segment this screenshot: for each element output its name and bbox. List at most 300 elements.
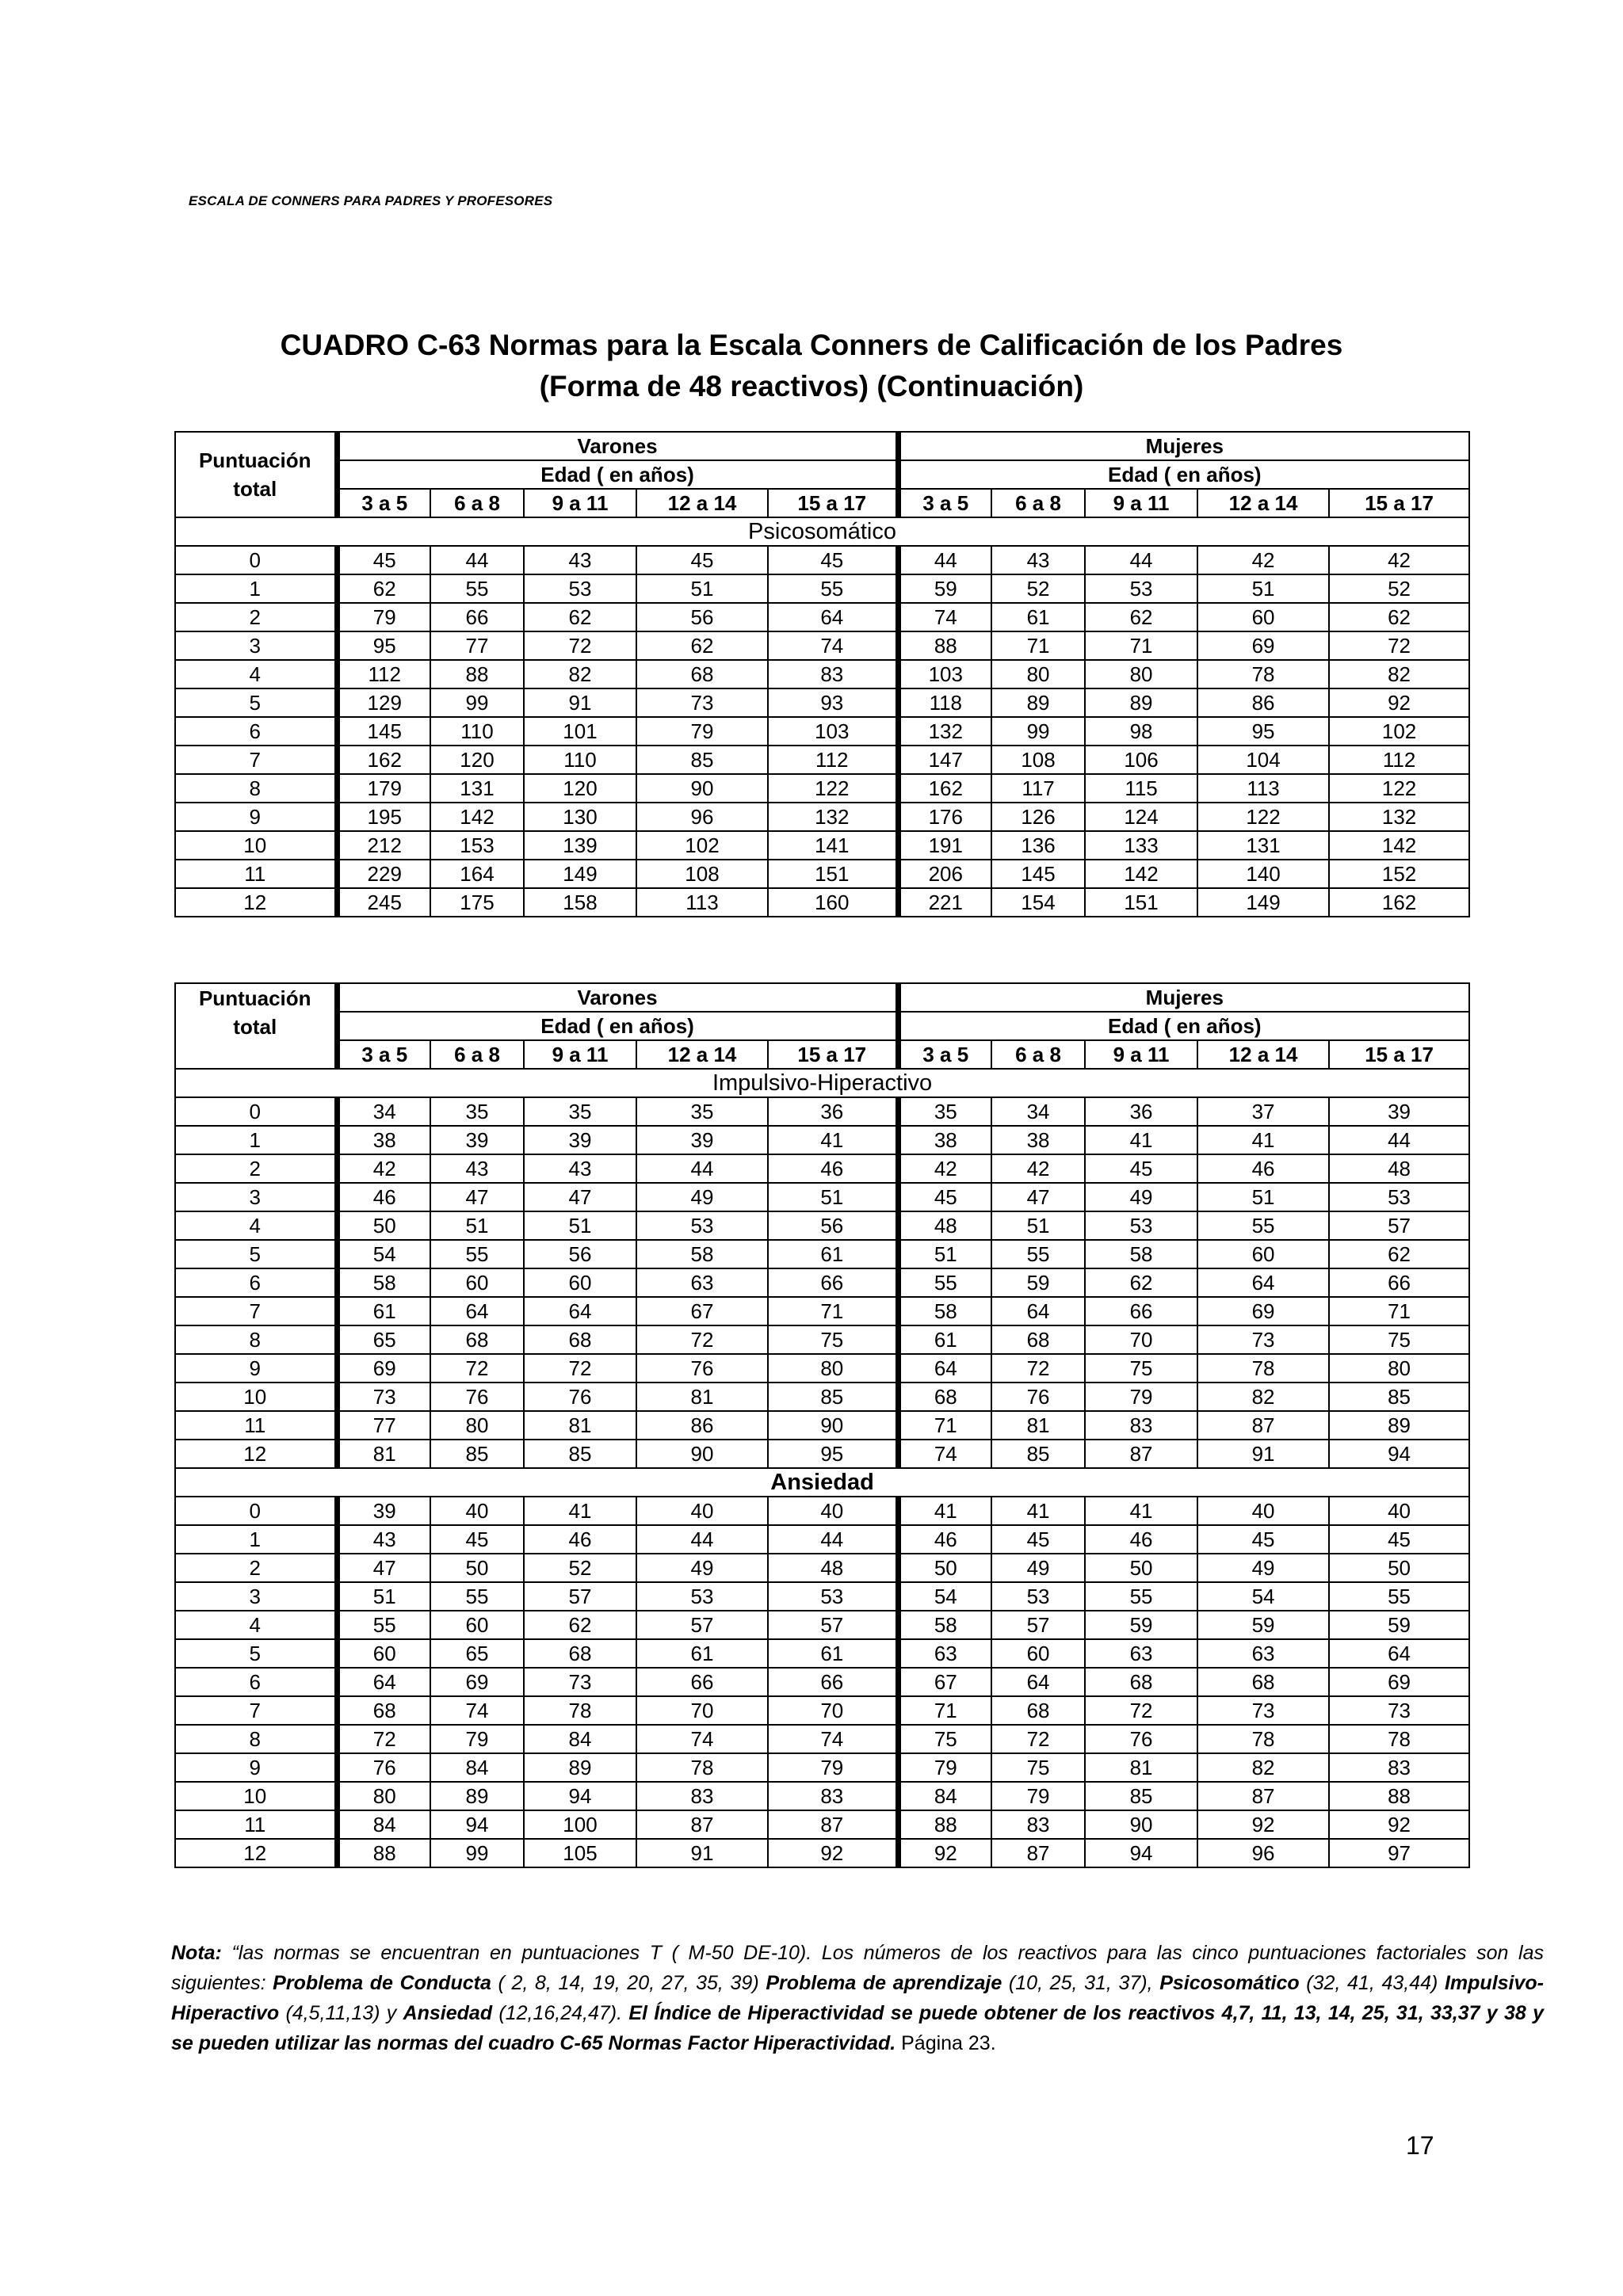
score-cell: 10 (175, 831, 337, 860)
age-group-female-4: 15 a 17 (1329, 489, 1469, 517)
norm-cell: 108 (991, 746, 1085, 774)
norm-cell: 44 (898, 546, 991, 574)
norm-cell: 61 (636, 1639, 768, 1668)
norm-cell: 142 (430, 803, 524, 831)
table-title (0, 325, 1623, 407)
norm-cell: 53 (636, 1211, 768, 1240)
table-row (175, 774, 1469, 803)
table-row (175, 746, 1469, 774)
norm-cell: 47 (991, 1183, 1085, 1211)
score-cell: 12 (175, 1839, 337, 1867)
table-row (175, 1126, 1469, 1154)
norm-cell: 84 (337, 1810, 430, 1839)
norm-cell: 55 (430, 1582, 524, 1611)
norm-cell: 59 (1197, 1611, 1329, 1639)
norm-cell: 72 (991, 1354, 1085, 1383)
norm-cell: 39 (337, 1497, 430, 1525)
age-label-male: Edad ( en años) (337, 1012, 898, 1040)
norm-cell: 85 (524, 1440, 636, 1468)
norm-cell: 71 (991, 631, 1085, 660)
norm-cell: 39 (524, 1126, 636, 1154)
norm-cell: 68 (524, 1639, 636, 1668)
norm-cell: 84 (898, 1782, 991, 1810)
norm-cell: 130 (524, 803, 636, 831)
norm-cell: 45 (1085, 1154, 1197, 1183)
norm-cell: 80 (1085, 660, 1197, 688)
norm-cell: 73 (1197, 1325, 1329, 1354)
norm-cell: 45 (991, 1525, 1085, 1554)
score-cell: 0 (175, 546, 337, 574)
norm-cell: 43 (991, 546, 1085, 574)
norm-cell: 45 (337, 546, 430, 574)
norm-cell: 112 (768, 746, 898, 774)
score-column-header (175, 432, 337, 517)
norm-cell: 38 (337, 1126, 430, 1154)
norm-cell: 95 (337, 631, 430, 660)
norm-cell: 147 (898, 746, 991, 774)
age-group-male-0: 3 a 5 (337, 1040, 430, 1069)
norm-cell: 104 (1197, 746, 1329, 774)
norm-cell: 87 (1197, 1411, 1329, 1440)
norm-cell: 41 (768, 1126, 898, 1154)
table-row (175, 1668, 1469, 1696)
norm-cell: 113 (636, 888, 768, 917)
norm-cell: 62 (337, 574, 430, 603)
norm-cell: 58 (898, 1611, 991, 1639)
score-cell: 10 (175, 1782, 337, 1810)
norm-cell: 65 (337, 1325, 430, 1354)
norm-cell: 76 (430, 1383, 524, 1411)
norm-cell: 71 (1329, 1297, 1469, 1325)
norm-cell: 90 (768, 1411, 898, 1440)
score-cell: 7 (175, 746, 337, 774)
norm-cell: 73 (636, 688, 768, 717)
norm-cell: 175 (430, 888, 524, 917)
norms-table-psicosomatico (174, 431, 1470, 917)
norm-cell: 36 (768, 1097, 898, 1126)
norm-cell: 72 (991, 1725, 1085, 1753)
norm-cell: 75 (768, 1325, 898, 1354)
norm-cell: 34 (337, 1097, 430, 1126)
norm-cell: 88 (1329, 1782, 1469, 1810)
norm-cell: 139 (524, 831, 636, 860)
norm-cell: 122 (1329, 774, 1469, 803)
norm-cell: 62 (524, 603, 636, 631)
norm-cell: 74 (898, 603, 991, 631)
norm-cell: 103 (768, 717, 898, 746)
score-cell: 5 (175, 1240, 337, 1268)
norm-cell: 85 (1329, 1383, 1469, 1411)
norm-cell: 149 (1197, 888, 1329, 917)
norm-cell: 133 (1085, 831, 1197, 860)
norm-cell: 56 (636, 603, 768, 631)
norm-cell: 105 (524, 1839, 636, 1867)
norm-cell: 72 (636, 1325, 768, 1354)
norm-cell: 80 (430, 1411, 524, 1440)
table-row (175, 631, 1469, 660)
norm-cell: 53 (1085, 1211, 1197, 1240)
norm-cell: 44 (636, 1525, 768, 1554)
group-female-header: Mujeres (898, 983, 1469, 1012)
norm-cell: 40 (1197, 1497, 1329, 1525)
norm-cell: 57 (1329, 1211, 1469, 1240)
norm-cell: 69 (430, 1668, 524, 1696)
norm-cell: 81 (636, 1383, 768, 1411)
norm-cell: 34 (991, 1097, 1085, 1126)
norm-cell: 101 (524, 717, 636, 746)
norm-cell: 78 (1197, 1354, 1329, 1383)
norm-cell: 83 (1085, 1411, 1197, 1440)
note-text-7: Página 23. (896, 2032, 996, 2054)
table-row (175, 1325, 1469, 1354)
score-cell: 7 (175, 1696, 337, 1725)
norm-cell: 46 (898, 1525, 991, 1554)
score-cell: 2 (175, 1154, 337, 1183)
table-row (175, 688, 1469, 717)
age-group-female-4: 15 a 17 (1329, 1040, 1469, 1069)
score-cell: 1 (175, 574, 337, 603)
norm-cell: 72 (524, 631, 636, 660)
norm-cell: 55 (1197, 1211, 1329, 1240)
norm-cell: 81 (337, 1440, 430, 1468)
norm-cell: 53 (768, 1582, 898, 1611)
norm-cell: 63 (1085, 1639, 1197, 1668)
norm-cell: 85 (991, 1440, 1085, 1468)
norm-cell: 88 (337, 1839, 430, 1867)
norm-cell: 58 (1085, 1240, 1197, 1268)
section-title-row (175, 517, 1469, 546)
norm-cell: 63 (1197, 1639, 1329, 1668)
norm-cell: 42 (1329, 546, 1469, 574)
norm-cell: 140 (1197, 860, 1329, 888)
norm-cell: 145 (337, 717, 430, 746)
norm-cell: 74 (768, 631, 898, 660)
norm-cell: 69 (1197, 631, 1329, 660)
norm-cell: 87 (1197, 1782, 1329, 1810)
norm-cell: 90 (636, 774, 768, 803)
norm-cell: 41 (524, 1497, 636, 1525)
norm-cell: 44 (1085, 546, 1197, 574)
norm-cell: 82 (1197, 1383, 1329, 1411)
norm-cell: 80 (768, 1354, 898, 1383)
norm-cell: 64 (1197, 1268, 1329, 1297)
norm-cell: 80 (337, 1782, 430, 1810)
norm-cell: 86 (636, 1411, 768, 1440)
norm-cell: 83 (768, 660, 898, 688)
norm-cell: 66 (768, 1268, 898, 1297)
norm-cell: 142 (1329, 831, 1469, 860)
norm-cell: 117 (991, 774, 1085, 803)
norm-cell: 126 (991, 803, 1085, 831)
norm-cell: 154 (991, 888, 1085, 917)
norm-cell: 132 (898, 717, 991, 746)
norm-cell: 46 (337, 1183, 430, 1211)
norm-cell: 35 (524, 1097, 636, 1126)
norm-cell: 74 (430, 1696, 524, 1725)
score-cell: 6 (175, 717, 337, 746)
norm-cell: 67 (898, 1668, 991, 1696)
norm-cell: 86 (1197, 688, 1329, 717)
norm-cell: 49 (991, 1554, 1085, 1582)
norm-cell: 93 (768, 688, 898, 717)
score-cell: 1 (175, 1525, 337, 1554)
norm-cell: 50 (1085, 1554, 1197, 1582)
norm-cell: 40 (1329, 1497, 1469, 1525)
table-row (175, 1525, 1469, 1554)
norm-cell: 76 (991, 1383, 1085, 1411)
norm-cell: 60 (524, 1268, 636, 1297)
norm-cell: 176 (898, 803, 991, 831)
norm-cell: 42 (1197, 546, 1329, 574)
norm-cell: 55 (337, 1611, 430, 1639)
table-row (175, 803, 1469, 831)
norm-cell: 212 (337, 831, 430, 860)
norm-cell: 118 (898, 688, 991, 717)
norm-cell: 78 (1197, 660, 1329, 688)
norm-cell: 41 (898, 1497, 991, 1525)
norm-cell: 45 (768, 546, 898, 574)
norm-cell: 102 (1329, 717, 1469, 746)
norm-cell: 75 (991, 1753, 1085, 1782)
norm-cell: 62 (1329, 1240, 1469, 1268)
norm-cell: 52 (524, 1554, 636, 1582)
age-group-female-3: 12 a 14 (1197, 489, 1329, 517)
norm-cell: 58 (898, 1297, 991, 1325)
norm-cell: 77 (337, 1411, 430, 1440)
norm-cell: 88 (430, 660, 524, 688)
score-cell: 8 (175, 774, 337, 803)
norm-cell: 94 (430, 1810, 524, 1839)
norm-cell: 85 (1085, 1782, 1197, 1810)
norm-cell: 53 (636, 1582, 768, 1611)
table-row (175, 1554, 1469, 1582)
norm-cell: 229 (337, 860, 430, 888)
table-row (175, 1696, 1469, 1725)
norm-cell: 164 (430, 860, 524, 888)
score-cell: 12 (175, 888, 337, 917)
norm-cell: 64 (1329, 1639, 1469, 1668)
norm-cell: 51 (337, 1582, 430, 1611)
norm-cell: 98 (1085, 717, 1197, 746)
norm-cell: 47 (524, 1183, 636, 1211)
norm-cell: 49 (636, 1183, 768, 1211)
norm-cell: 43 (430, 1154, 524, 1183)
score-header-line2: total (233, 1015, 277, 1039)
norm-cell: 40 (768, 1497, 898, 1525)
norm-cell: 83 (636, 1782, 768, 1810)
norm-cell: 60 (1197, 1240, 1329, 1268)
norm-cell: 45 (430, 1525, 524, 1554)
norm-cell: 45 (1197, 1525, 1329, 1554)
norm-cell: 50 (430, 1554, 524, 1582)
section-title: Impulsivo-Hiperactivo (175, 1069, 1469, 1097)
age-group-female-0: 3 a 5 (898, 489, 991, 517)
score-cell: 3 (175, 631, 337, 660)
norm-cell: 94 (524, 1782, 636, 1810)
norm-cell: 68 (1197, 1668, 1329, 1696)
note-bold-3: Psicosomático (1159, 1972, 1300, 1994)
norm-cell: 91 (524, 688, 636, 717)
note-text-1: “las normas se encuentran en puntuaciones T ( M-50 DE-10). Los números de los reactivos para las cinco puntuaciones factoriales son las siguientes: (171, 1942, 1544, 1994)
note-bold-5: Ansiedad (403, 2002, 493, 2024)
norm-cell: 62 (1085, 603, 1197, 631)
norm-cell: 110 (430, 717, 524, 746)
norm-cell: 84 (430, 1753, 524, 1782)
norm-cell: 94 (1329, 1440, 1469, 1468)
table-row (175, 1240, 1469, 1268)
norm-cell: 64 (991, 1297, 1085, 1325)
norm-cell: 132 (1329, 803, 1469, 831)
norm-cell: 89 (991, 688, 1085, 717)
norm-cell: 92 (768, 1839, 898, 1867)
norm-cell: 71 (768, 1297, 898, 1325)
norm-cell: 64 (524, 1297, 636, 1325)
norm-cell: 142 (1085, 860, 1197, 888)
norm-cell: 35 (430, 1097, 524, 1126)
norm-cell: 71 (898, 1696, 991, 1725)
table-head (175, 983, 1469, 1069)
norm-cell: 97 (1329, 1839, 1469, 1867)
table-row (175, 1839, 1469, 1867)
norm-cell: 75 (898, 1725, 991, 1753)
norm-cell: 108 (636, 860, 768, 888)
table-head (175, 432, 1469, 517)
section-body-ansiedad (175, 1468, 1469, 1867)
score-cell: 3 (175, 1582, 337, 1611)
norm-cell: 76 (337, 1753, 430, 1782)
table-row (175, 1211, 1469, 1240)
norm-cell: 69 (1329, 1668, 1469, 1696)
norm-cell: 162 (1329, 888, 1469, 917)
norm-cell: 68 (991, 1696, 1085, 1725)
norm-cell: 58 (337, 1268, 430, 1297)
norm-cell: 61 (768, 1639, 898, 1668)
norm-cell: 78 (1329, 1725, 1469, 1753)
norm-cell: 64 (991, 1668, 1085, 1696)
norm-cell: 129 (337, 688, 430, 717)
norm-cell: 49 (1197, 1554, 1329, 1582)
table-row (175, 1440, 1469, 1468)
norm-cell: 85 (430, 1440, 524, 1468)
norm-cell: 195 (337, 803, 430, 831)
norm-cell: 56 (524, 1240, 636, 1268)
norm-cell: 48 (898, 1211, 991, 1240)
norm-cell: 41 (1085, 1126, 1197, 1154)
norm-cell: 87 (636, 1810, 768, 1839)
norm-cell: 74 (636, 1725, 768, 1753)
norm-cell: 75 (1085, 1354, 1197, 1383)
age-group-male-3: 12 a 14 (636, 1040, 768, 1069)
norm-cell: 73 (1197, 1696, 1329, 1725)
norm-cell: 68 (636, 660, 768, 688)
norm-cell: 44 (636, 1154, 768, 1183)
norm-cell: 206 (898, 860, 991, 888)
norm-cell: 51 (991, 1211, 1085, 1240)
norm-cell: 221 (898, 888, 991, 917)
norm-cell: 44 (430, 546, 524, 574)
norm-cell: 59 (991, 1268, 1085, 1297)
norm-cell: 80 (991, 660, 1085, 688)
norm-cell: 115 (1085, 774, 1197, 803)
score-cell: 8 (175, 1325, 337, 1354)
table-row (175, 1154, 1469, 1183)
norm-cell: 55 (768, 574, 898, 603)
age-group-male-3: 12 a 14 (636, 489, 768, 517)
norm-cell: 122 (1197, 803, 1329, 831)
age-group-male-0: 3 a 5 (337, 489, 430, 517)
norm-cell: 57 (991, 1611, 1085, 1639)
norm-cell: 62 (636, 631, 768, 660)
norm-cell: 70 (768, 1696, 898, 1725)
norm-cell: 82 (524, 660, 636, 688)
section-title: Psicosomático (175, 517, 1469, 546)
score-cell: 6 (175, 1268, 337, 1297)
note-bold-4: Impulsivo-Hiperactivo (171, 1972, 1544, 2024)
norm-cell: 89 (430, 1782, 524, 1810)
score-cell: 2 (175, 1554, 337, 1582)
note-bold-1: Problema de Conducta (273, 1972, 491, 1994)
table-row (175, 1497, 1469, 1525)
norm-cell: 60 (337, 1639, 430, 1668)
norm-cell: 67 (636, 1297, 768, 1325)
age-group-female-2: 9 a 11 (1085, 489, 1197, 517)
norm-cell: 66 (430, 603, 524, 631)
norm-cell: 66 (1329, 1268, 1469, 1297)
norm-cell: 131 (430, 774, 524, 803)
norm-cell: 120 (430, 746, 524, 774)
norm-cell: 62 (524, 1611, 636, 1639)
norm-cell: 82 (1329, 660, 1469, 688)
norm-cell: 35 (898, 1097, 991, 1126)
score-cell: 11 (175, 1810, 337, 1839)
norm-cell: 68 (898, 1383, 991, 1411)
norm-cell: 92 (1197, 1810, 1329, 1839)
norm-cell: 81 (991, 1411, 1085, 1440)
norm-cell: 136 (991, 831, 1085, 860)
norm-cell: 43 (524, 546, 636, 574)
norm-cell: 49 (1085, 1183, 1197, 1211)
norm-cell: 61 (337, 1297, 430, 1325)
note-bold-6: El Índice de Hiperactividad se puede obtener de los reactivos 4,7, 11, 13, 14, 25, 31, 33,37 y 38 y se pueden utilizar las normas del cuadro C-65 Normas Factor Hiperactividad. (171, 2002, 1544, 2054)
norm-cell: 91 (1197, 1440, 1329, 1468)
norm-cell: 64 (337, 1668, 430, 1696)
norm-cell: 87 (768, 1810, 898, 1839)
norm-cell: 50 (337, 1211, 430, 1240)
norm-cell: 51 (430, 1211, 524, 1240)
norm-cell: 61 (991, 603, 1085, 631)
score-cell: 5 (175, 688, 337, 717)
norm-cell: 91 (636, 1839, 768, 1867)
norm-cell: 149 (524, 860, 636, 888)
section-body-psicosomatico (175, 517, 1469, 917)
norm-cell: 90 (636, 1440, 768, 1468)
norm-cell: 78 (524, 1696, 636, 1725)
note-text-4: (32, 41, 43,44) (1299, 1972, 1445, 1994)
norm-cell: 35 (636, 1097, 768, 1126)
norm-cell: 41 (1085, 1497, 1197, 1525)
table-row (175, 603, 1469, 631)
norm-cell: 55 (1085, 1582, 1197, 1611)
norm-cell: 43 (524, 1154, 636, 1183)
table-row (175, 1725, 1469, 1753)
norm-cell: 70 (636, 1696, 768, 1725)
age-group-female-1: 6 a 8 (991, 489, 1085, 517)
norm-cell: 83 (768, 1782, 898, 1810)
table-row (175, 1782, 1469, 1810)
note-text-6: (12,16,24,47). (492, 2002, 629, 2024)
section-title-row (175, 1468, 1469, 1497)
norm-cell: 102 (636, 831, 768, 860)
